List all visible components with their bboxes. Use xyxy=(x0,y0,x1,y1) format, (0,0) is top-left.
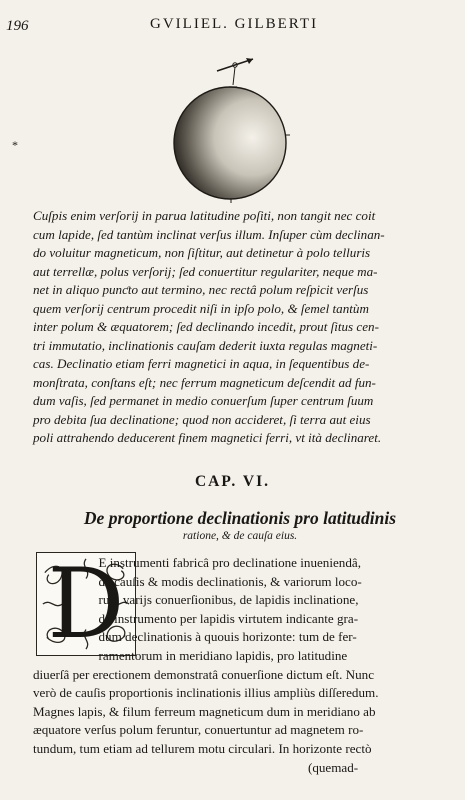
body-paragraph-2: E instrumenti fabricâ pro declinatione inueniendâ, de cauſis & modis declinationis, & variorum loco- rum varijs conuerſionibus, de lapidis inclinatione, de instrumento per lapidis virtutem indicante gra- dum declinationis à quouis horizonte: tum de fer- ramentorum in meridiano lapidis, pro latitudine diuerſâ per erectionem demonstratâ conuerſione dictum eſt. Nunc verò de cauſis proportionis inclinationis illius ampliùs diſſeredum. Magnes lapis, & filum ferreum magneticum dum in meridiano ab æquatore verſus polum feruntur, conuertuntur ad magnetem ro- tundum, tum etiam ad tellurem motu circulari. In horizonte rectò (quemad- xyxy=(33,555,379,775)
chapter-heading: CAP. VI. xyxy=(194,473,270,490)
chapter-subtitle: ratione, & de cauſa eius. xyxy=(182,530,298,542)
body-paragraph-1: Cuſpis enim verſorij in parua latitudine poſiti, non tangit nec coit cum lapide, ſed tantùm inclinat verſus illum. Inſuper cùm declinan- do voluitur magneticum, non ſiſtitur, aut detinetur à polo telluris aut terrellæ, polus verſorij; ſed conuertitur regulariter, neque ma- net in aliquo punƈto aut termino, nec rectâ polum reſpicit verſus quem verſorij centrum procedit niſi in ipſo polo, & ſemel tantùm inter polum & æquatorem; ſed declinando incedit, prout ſitus cen- tri immutatio, inclinationis cauſam dederit iuxta regulas magneti- cas. Declinatio etiam ferri magnetici in aqua, in ſequentibus de- monſtrata, conſtans eſt; nec ferrum magneticum deſcendit ad fun- dum vaſis, ſed permanet in medio conuerſum ſuper centrum ſuum pro debita ſua declinatione; quod non accideret, ſi terra aut eius poli attrahendo deducerent finem magnetici ferri, vt ità declinaret. xyxy=(33,208,385,445)
chapter-title: De proportione declinationis pro latitudinis xyxy=(83,508,397,528)
margin-asterisk: * xyxy=(12,138,18,152)
page-number: 196 xyxy=(6,18,29,34)
terrella-figure xyxy=(165,55,300,210)
initial-letter: D xyxy=(47,548,125,660)
running-head: GVILIEL. GILBERTI xyxy=(150,16,319,32)
terrella-globe-icon xyxy=(165,55,300,210)
